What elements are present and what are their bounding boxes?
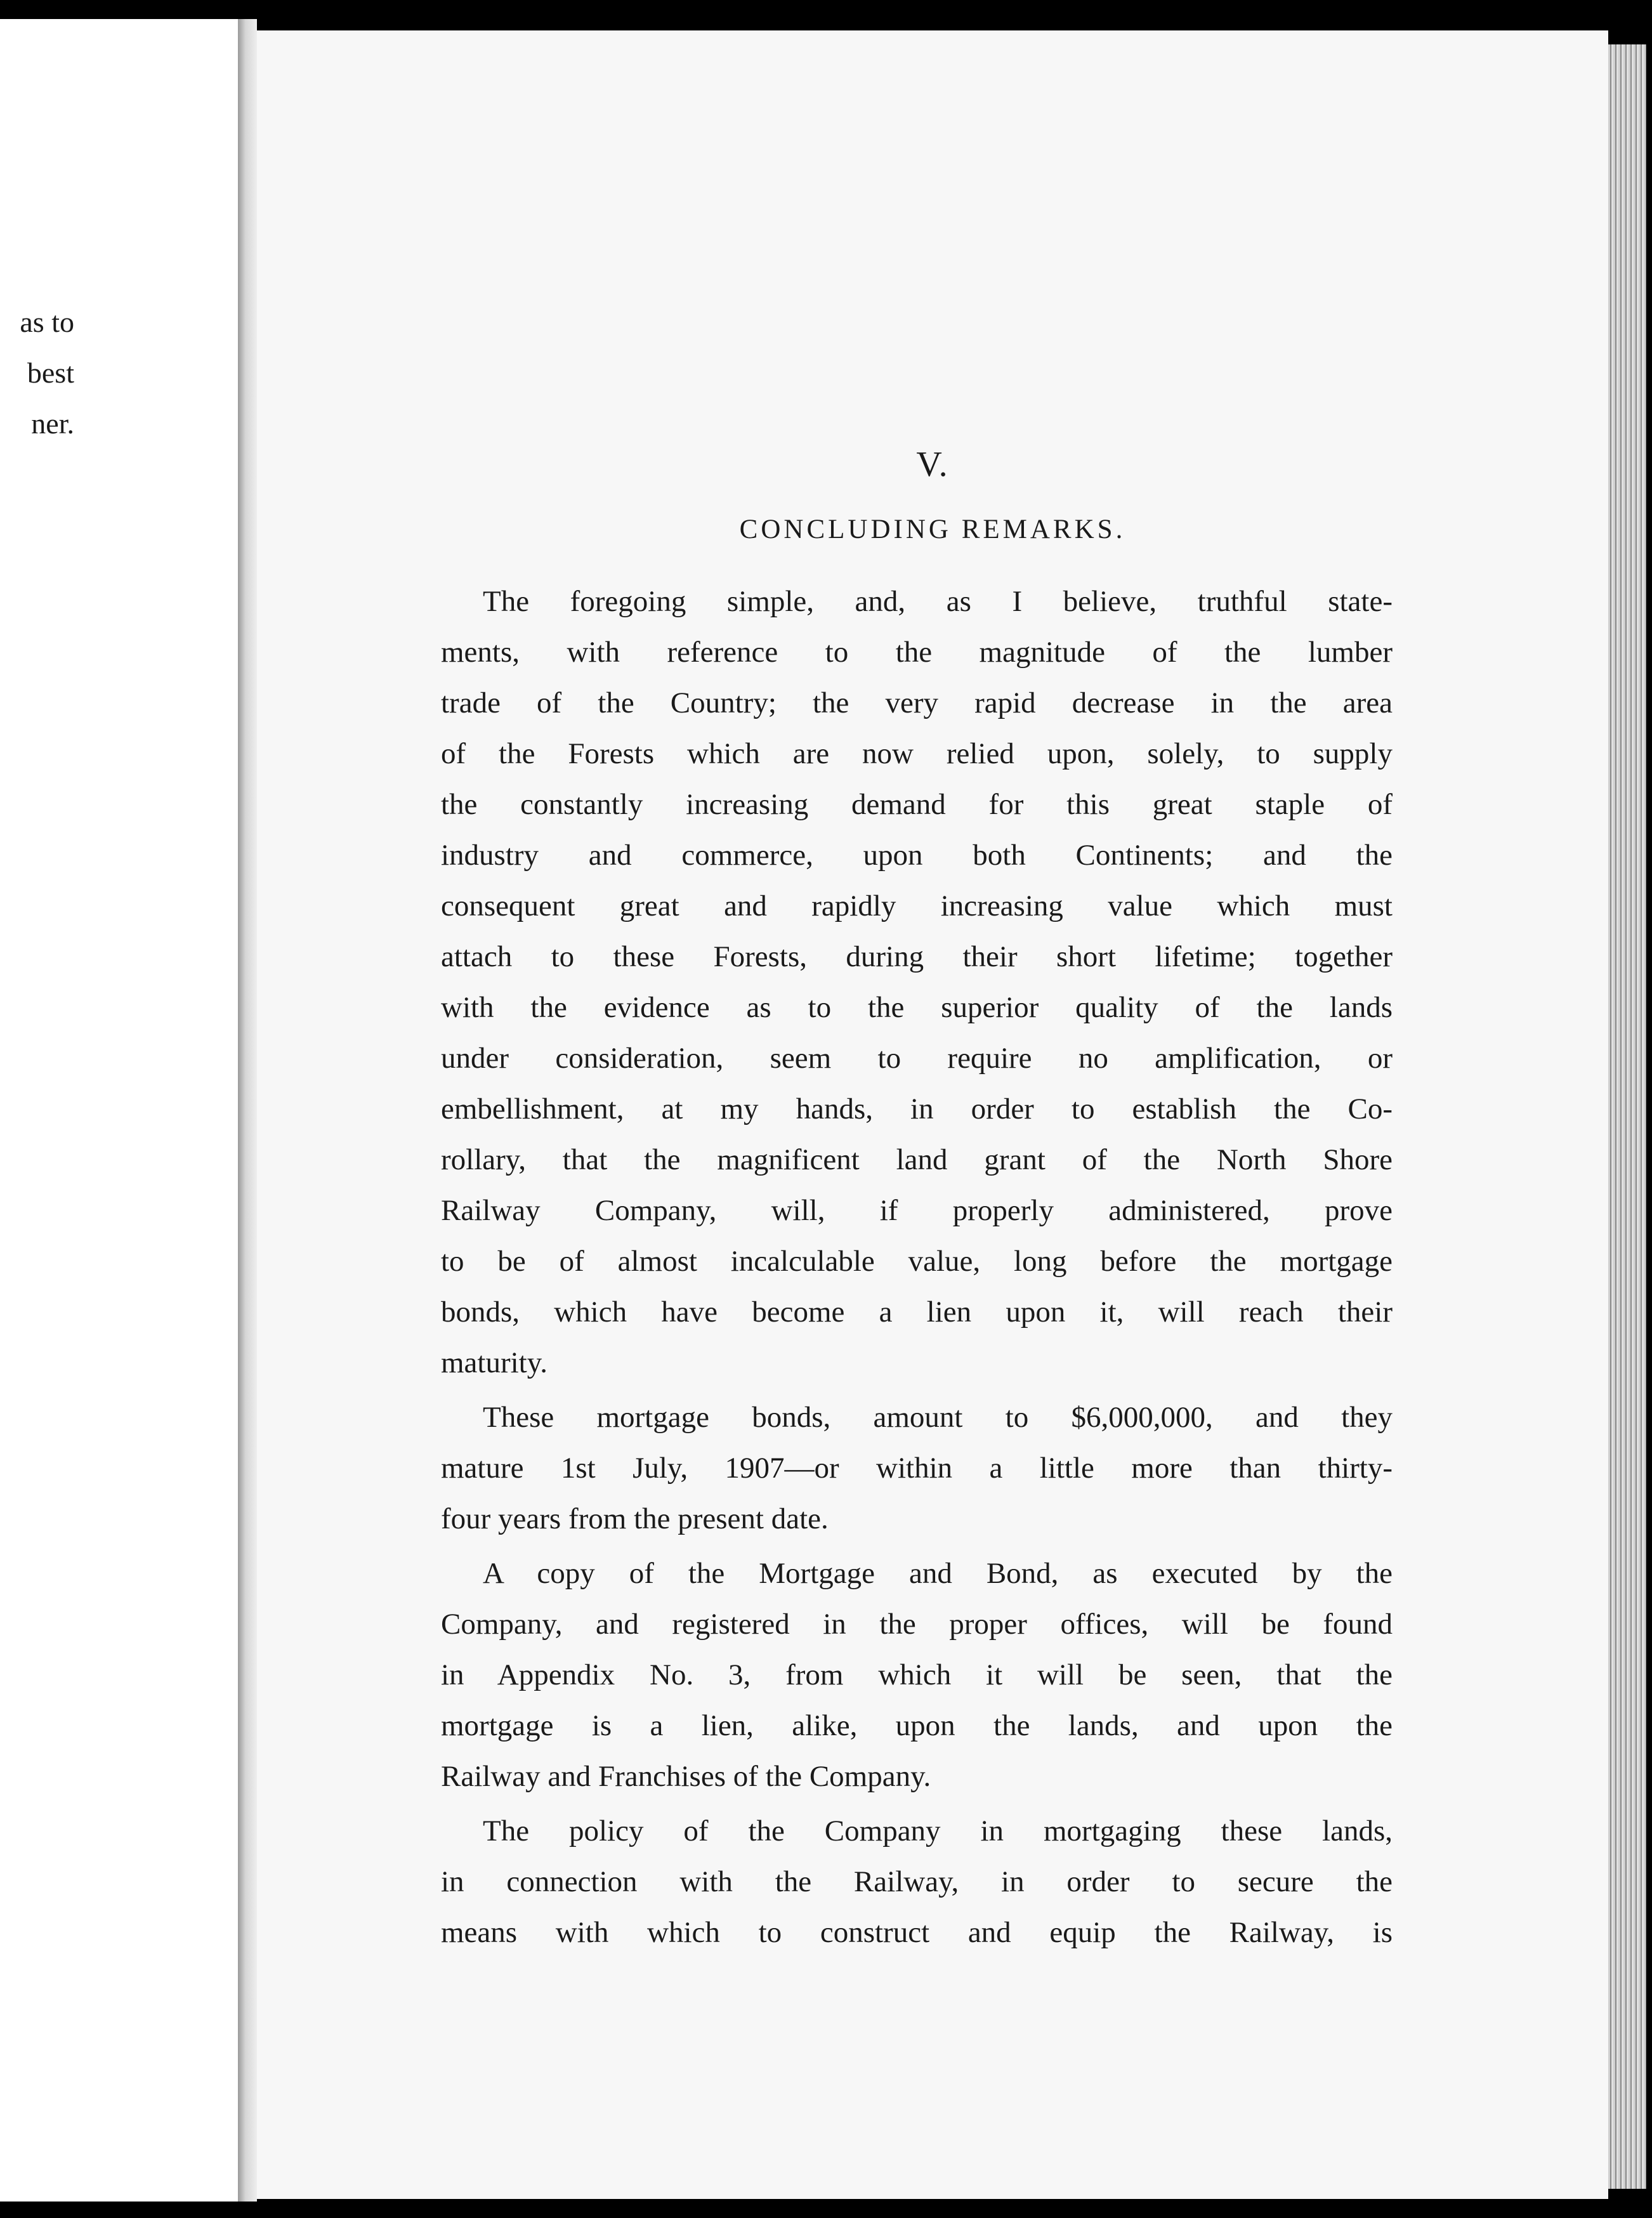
chapter-number: V. <box>916 445 949 484</box>
text-line: four years from the present date. <box>441 1502 829 1535</box>
body-text <box>441 576 1393 1962</box>
previous-page <box>0 19 238 2202</box>
text-line: A copy of the Mortgage and Bond, as executed by the <box>483 1557 1393 1590</box>
text-line: in Appendix No. 3, from which it will be seen, that the <box>441 1658 1393 1691</box>
left-page-fragment: as to <box>20 306 74 338</box>
left-page-fragment: best <box>27 357 74 389</box>
text-line: trade of the Country; the very rapid decrease in the area <box>441 686 1393 719</box>
text-line: attach to these Forests, during their short lifetime; together <box>441 940 1393 973</box>
page-block-edge <box>1608 44 1646 2189</box>
paragraph <box>441 1392 1393 1544</box>
text-line: These mortgage bonds, amount to $6,000,000, and they <box>483 1401 1393 1434</box>
text-line: Company, and registered in the proper offices, will be found <box>441 1608 1393 1641</box>
text-line: Railway Company, will, if properly administered, prove <box>441 1194 1393 1227</box>
text-line: ments, with reference to the magnitude of the lumber <box>441 636 1393 669</box>
text-line: maturity. <box>441 1346 547 1379</box>
text-line: of the Forests which are now relied upon, solely, to supply <box>441 737 1393 770</box>
text-line: mortgage is a lien, alike, upon the lands, and upon the <box>441 1709 1393 1742</box>
text-line: under consideration, seem to require no amplification, or <box>441 1042 1393 1075</box>
text-line: mature 1st July, 1907—or within a little more than thirty- <box>441 1452 1393 1485</box>
text-line: to be of almost incalculable value, long before the mortgage <box>441 1245 1393 1278</box>
paragraph <box>441 1806 1393 1958</box>
text-line: bonds, which have become a lien upon it, will reach their <box>441 1296 1393 1329</box>
paragraph <box>441 576 1393 1388</box>
text-line: consequent great and rapidly increasing value which must <box>441 889 1393 922</box>
text-line: The foregoing simple, and, as I believe, truthful state- <box>483 585 1393 618</box>
chapter-title: CONCLUDING REMARKS. <box>739 515 1126 544</box>
book-gutter <box>238 19 257 2202</box>
text-line: Railway and Franchises of the Company. <box>441 1760 931 1793</box>
text-line: industry and commerce, upon both Continents; and the <box>441 839 1393 872</box>
text-line: rollary, that the magnificent land grant of the North Shore <box>441 1143 1393 1176</box>
left-page-fragment: ner. <box>31 407 74 440</box>
current-page <box>257 30 1608 2199</box>
text-line: embellishment, at my hands, in order to establish the Co- <box>441 1093 1393 1125</box>
paragraph <box>441 1548 1393 1802</box>
text-line: with the evidence as to the superior quality of the lands <box>441 991 1393 1024</box>
text-line: The policy of the Company in mortgaging these lands, <box>483 1814 1393 1847</box>
text-line: means with which to construct and equip the Railway, is <box>441 1916 1393 1949</box>
text-line: the constantly increasing demand for this great staple of <box>441 788 1393 821</box>
text-line: in connection with the Railway, in order to secure the <box>441 1865 1393 1898</box>
